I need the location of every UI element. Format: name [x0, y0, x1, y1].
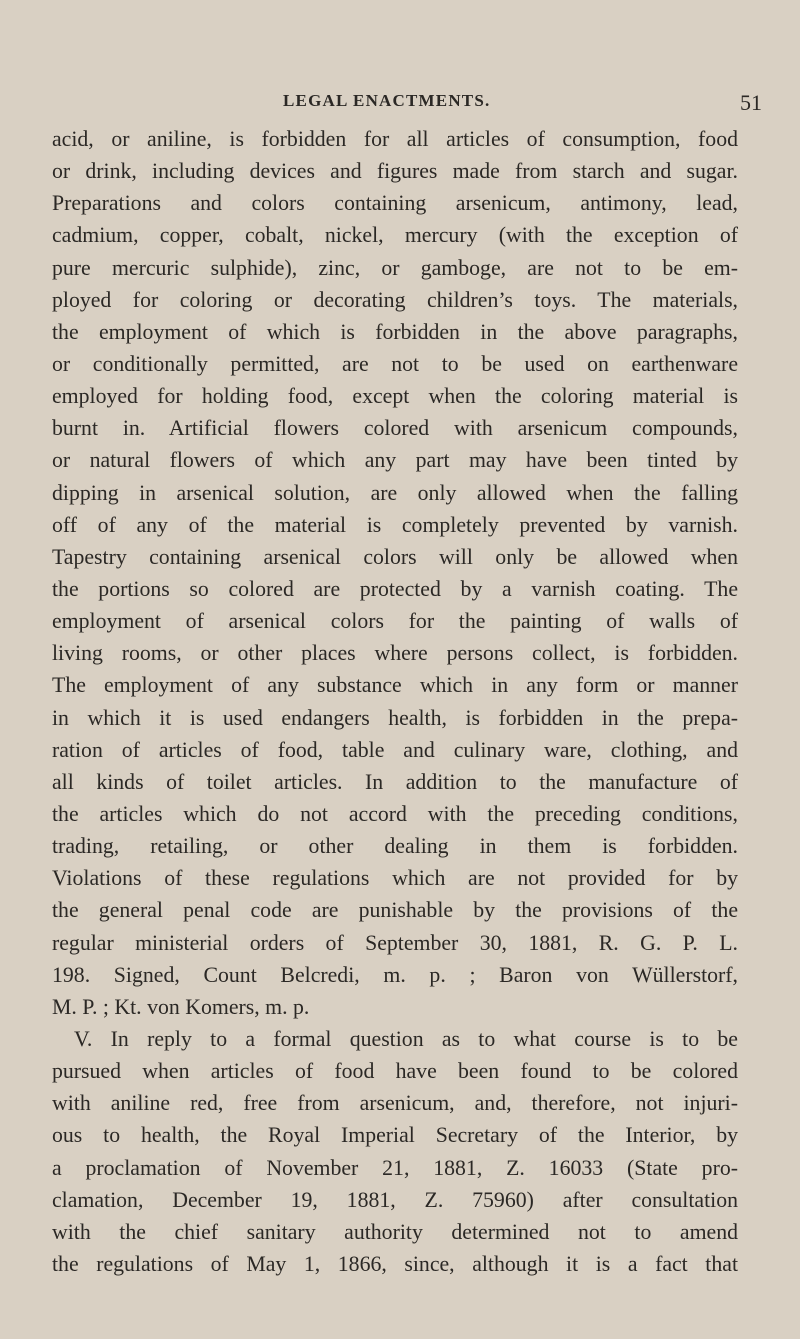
text-line: or conditionally permitted, are not to be used on earthenware: [52, 351, 738, 376]
text-line: the articles which do not accord with the preceding conditions,: [52, 801, 738, 826]
text-line: a proclamation of November 21, 1881, Z. 16033 (State pro-: [52, 1155, 738, 1180]
body-text: [52, 123, 738, 1280]
text-line: cadmium, copper, cobalt, nickel, mercury (with the exception of: [52, 223, 738, 248]
text-line: the regulations of May 1, 1866, since, although it is a fact that: [52, 1251, 738, 1276]
text-line: Tapestry containing arsenical colors will only be allowed when: [52, 544, 738, 569]
text-line: clamation, December 19, 1881, Z. 75960) after consultation: [52, 1187, 738, 1212]
text-line: with aniline red, free from arsenicum, and, therefore, not injuri-: [52, 1091, 738, 1116]
text-line: pursued when articles of food have been found to be colored: [52, 1059, 738, 1084]
text-line: employment of arsenical colors for the painting of walls of: [52, 609, 738, 634]
text-line: living rooms, or other places where persons collect, is forbidden.: [52, 641, 738, 666]
text-line: dipping in arsenical solution, are only allowed when the falling: [52, 480, 738, 505]
text-line: or natural flowers of which any part may have been tinted by: [52, 448, 738, 473]
text-line: employed for holding food, except when the coloring material is: [52, 384, 738, 409]
text-line: Violations of these regulations which are not provided for by: [52, 866, 738, 891]
page-number: 51: [740, 90, 762, 115]
text-line: burnt in. Artificial flowers colored with arsenicum compounds,: [52, 416, 738, 441]
text-line: The employment of any substance which in any form or manner: [52, 673, 738, 698]
text-line: all kinds of toilet articles. In addition to the manufacture of: [52, 769, 738, 794]
running-header: [0, 86, 800, 116]
text-line: ous to health, the Royal Imperial Secretary of the Interior, by: [52, 1123, 738, 1148]
text-line: acid, or aniline, is forbidden for all articles of consumption, food: [52, 127, 738, 151]
text-line: the employment of which is forbidden in the above paragraphs,: [52, 319, 738, 344]
text-line: trading, retailing, or other dealing in them is forbidden.: [52, 834, 738, 859]
text-line: ration of articles of food, table and culinary ware, clothing, and: [52, 737, 738, 762]
text-line: M. P. ; Kt. von Komers, m. p.: [52, 994, 310, 1019]
text-line: the general penal code are punishable by the provisions of the: [52, 898, 738, 923]
text-line: with the chief sanitary authority determined not to amend: [52, 1219, 738, 1244]
text-line: ployed for coloring or decorating children’s toys. The materials,: [52, 287, 738, 312]
text-line: 198. Signed, Count Belcredi, m. p. ; Baron von Wüllerstorf,: [52, 962, 738, 987]
text-line: pure mercuric sulphide), zinc, or gamboge, are not to be em-: [52, 255, 738, 280]
text-line: off of any of the material is completely prevented by varnish.: [52, 512, 738, 537]
running-title: LEGAL ENACTMENTS.: [283, 91, 491, 110]
text-line: in which it is used endangers health, is forbidden in the prepa-: [52, 705, 738, 730]
text-line: Preparations and colors containing arsenicum, antimony, lead,: [52, 191, 738, 216]
text-line: regular ministerial orders of September 30, 1881, R. G. P. L.: [52, 930, 738, 955]
text-line: or drink, including devices and figures made from starch and sugar.: [52, 159, 738, 184]
text-line: the portions so colored are protected by a varnish coating. The: [52, 576, 738, 601]
text-line: V. In reply to a formal question as to what course is to be: [74, 1026, 738, 1051]
